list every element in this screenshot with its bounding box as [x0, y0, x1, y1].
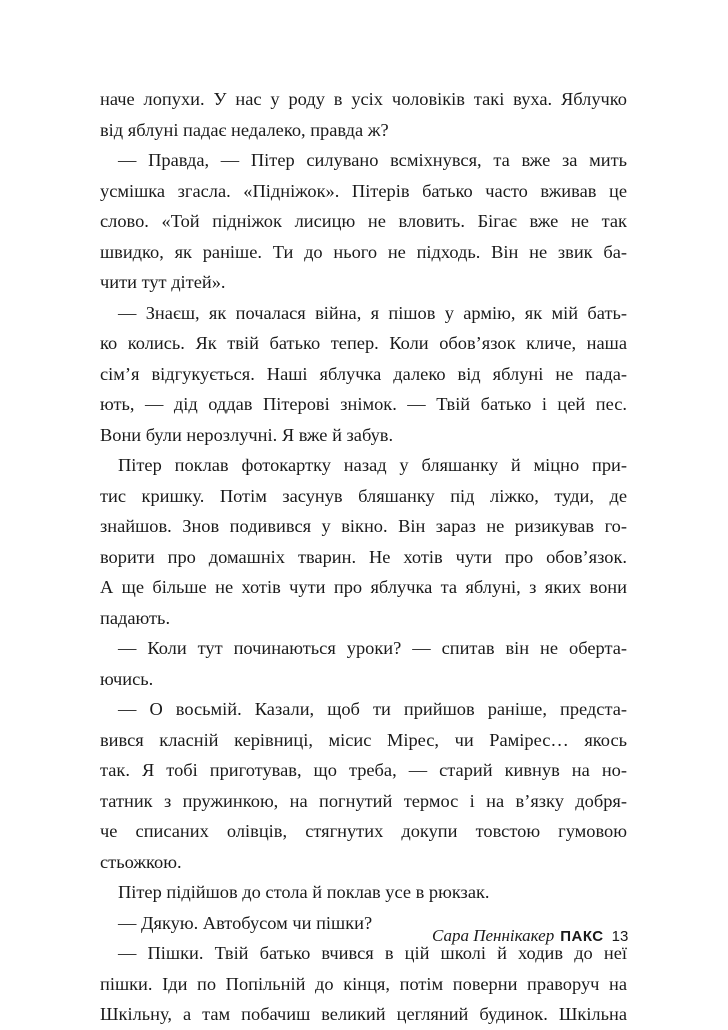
text-line: татник з пружинкою, на погнутий термос і на в’язку добря-: [100, 790, 627, 811]
text-line: стьожкою.: [100, 851, 182, 872]
text-line: Шкільну, а там побачиш великий цегляний будинок. Шкільна: [100, 1004, 627, 1024]
text-line: знайшов. Знов подивився у вікно. Він зараз не ризикував го-: [100, 516, 627, 536]
text-line: — Правда, — Пітер силувано всміхнувся, та вже за мить: [118, 150, 627, 170]
text-line: ючись.: [100, 668, 154, 689]
text-line: наче лопухи. У нас у роду в усіх чоловіків такі вуха. Яблучко: [100, 89, 627, 109]
text-line: А ще більше не хотів чути про яблучка та яблуні, з яких вони: [100, 577, 627, 597]
page-footer: [432, 926, 627, 946]
text-line: тис кришку. Потім засунув бляшанку під ліжко, туди, де: [100, 485, 627, 506]
text-line: Пітер поклав фотокартку назад у бляшанку й міцно при-: [118, 455, 627, 475]
text-line: сім’я відгукується. Наші яблучка далеко від яблуні не пада-: [100, 363, 627, 384]
text-line: — Пішки. Твій батько вчився в цій школі й ходив до неї: [118, 943, 627, 963]
text-line: ворити про домашніх тварин. Не хотів чути про обов’язок.: [100, 546, 627, 567]
text-line: від яблуні падає недалеко, правда ж?: [100, 119, 389, 140]
text-line: пішки. Іди по Попільній до кінця, потім поверни праворуч на: [100, 973, 627, 994]
text-line: ють, — дід оддав Пітерові знімок. — Твій батько і цей пес.: [100, 394, 627, 414]
page-number: 13: [611, 928, 629, 945]
text-line: ко колись. Як твій батько тепер. Коли обов’язок кличе, наша: [100, 333, 627, 353]
text-line: вився класній керівниці, місис Мірес, чи Рамірес… якось: [100, 729, 627, 750]
text-line: — Коли тут починаються уроки? — спитав він не оберта-: [118, 638, 627, 658]
footer-book-title: ПАКС: [560, 928, 604, 945]
text-line: Пітер підійшов до стола й поклав усе в рюкзак.: [118, 882, 490, 902]
page-body: [100, 84, 627, 1030]
text-line: так. Я тобі приготував, що треба, — старий кивнув на но-: [100, 760, 627, 780]
text-line: — О восьмій. Казали, щоб ти прийшов раніше, предста-: [118, 699, 627, 719]
text-line: падають.: [100, 607, 171, 628]
text-line: слово. «Той підніжок лисицю не вловить. Бігає вже не так: [100, 211, 627, 231]
text-line: Вони були нерозлучні. Я вже й забув.: [100, 424, 394, 445]
text-line: швидко, як раніше. Ти до нього не підходь. Він не звик ба-: [100, 241, 627, 262]
text-line: — Дякую. Автобусом чи пішки?: [118, 912, 373, 933]
text-line: чити тут дітей».: [100, 272, 226, 292]
footer-author: Сара Пеннікакер: [432, 926, 555, 945]
text-line: — Знаєш, як почалася війна, я пішов у армію, як мій бать-: [118, 302, 627, 323]
text-line: усмішка згасла. «Підніжок». Пітерів батько часто вживав це: [100, 180, 627, 201]
text-line: че списаних олівців, стягнутих докупи товстою гумовою: [100, 821, 627, 841]
